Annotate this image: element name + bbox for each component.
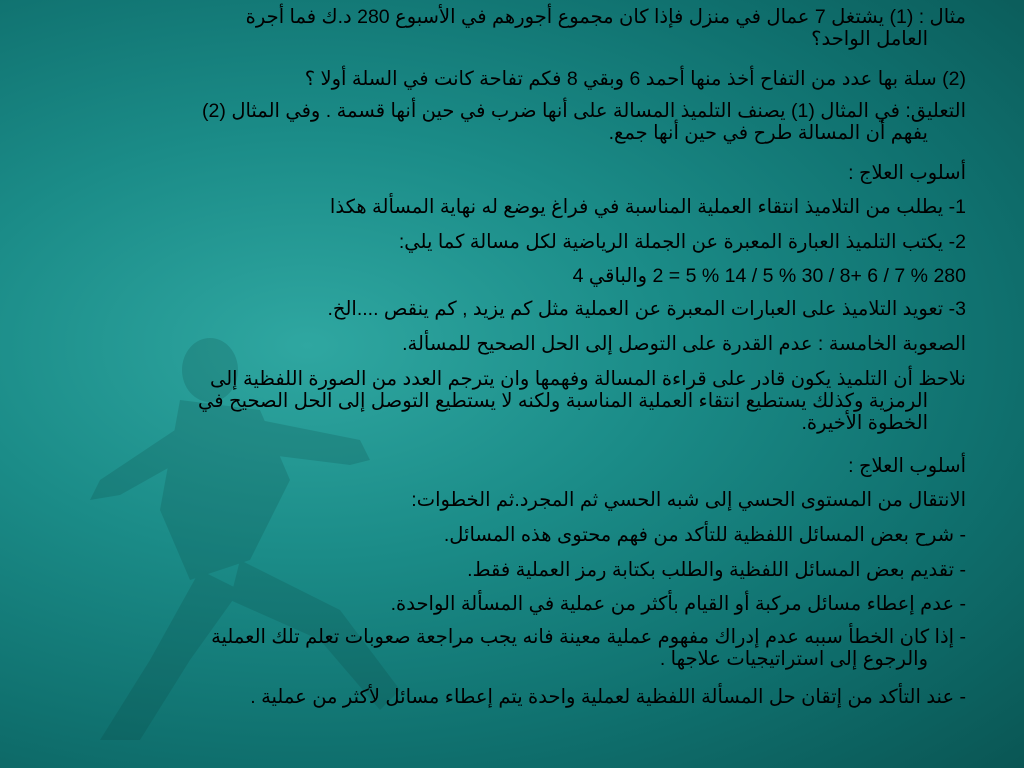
step-2-text: 2- يكتب التلميذ العبارة المعبرة عن الجملة الرياضية لكل مسالة كما يلي:	[398, 231, 966, 253]
transition-line	[411, 489, 966, 511]
example-1-paragraph	[246, 6, 966, 50]
example-2-line: (2) سلة بها عدد من التفاح أخذ منها أحمد 6 وبقي 8 فكم تفاحة كانت في السلة أولا ؟	[304, 68, 966, 90]
step-1-text: 1- يطلب من التلاميذ انتقاء العملية المناسبة في فراغ يوضع له نهاية المسألة هكذا	[329, 196, 966, 218]
math-expressions-line	[573, 265, 966, 287]
bullet-1-text: - شرح بعض المسائل اللفظية للتأكد من فهم محتوى هذه المسائل.	[443, 524, 966, 546]
step-3-text: 3- تعويد التلاميذ على العبارات المعبرة عن العملية مثل كم يزيد , كم ينقص ....الخ.	[327, 298, 966, 320]
comment-paragraph	[202, 100, 966, 144]
bullet-1	[444, 524, 966, 546]
bullet-5-text: - عند التأكد من إتقان حل المسألة اللفظية لعملية واحدة يتم إعطاء مسائل لأكثر من عملية .	[250, 686, 966, 708]
bullet-3	[391, 593, 966, 615]
step-3	[327, 298, 966, 320]
bullet-2-text: - تقديم بعض المسائل اللفظية والطلب بكتابة رمز العملية فقط.	[467, 559, 966, 581]
step-2	[399, 231, 966, 253]
treatment-heading-1-text: أسلوب العلاج :	[848, 162, 966, 184]
bullet-2	[467, 559, 966, 581]
observation-line-1: نلاحظ أن التلميذ يكون قادر على قراءة المسالة وفهمها وان يترجم العدد من الصورة اللفظية إلى	[209, 368, 966, 390]
observation-line-3: الخطوة الأخيرة.	[801, 412, 928, 434]
fifth-difficulty-text: الصعوبة الخامسة : عدم القدرة على التوصل إلى الحل الصحيح للمسألة.	[402, 333, 966, 355]
observation-line-2: الرمزية وكذلك يستطيع انتقاء العملية المناسبة ولكنه لا يستطيع التوصل إلى الحل الصحيح في	[197, 390, 928, 412]
example-1-line-2: العامل الواحد؟	[811, 28, 928, 50]
treatment-heading-2	[848, 455, 966, 477]
bullet-3-text: - عدم إعطاء مسائل مركبة أو القيام بأكثر من عملية في المسألة الواحدة.	[390, 593, 966, 615]
transition-text: الانتقال من المستوى الحسي إلى شبه الحسي ثم المجرد.ثم الخطوات:	[411, 489, 966, 511]
bullet-4-line-2: والرجوع إلى استراتيجيات علاجها .	[659, 648, 928, 670]
example-2-paragraph	[305, 68, 966, 90]
example-1-line-1: مثال : (1) يشتغل 7 عمال في منزل فإذا كان مجموع أجورهم في الأسبوع 280 د.ك فما أجرة	[245, 6, 966, 28]
comment-line-1: التعليق: في المثال (1) يصنف التلميذ المسالة على أنها ضرب في حين أنها قسمة . وفي المثال (2)	[202, 100, 966, 122]
treatment-heading-1	[848, 162, 966, 184]
math-expressions-text: 280 % 7 / 6 +8 / 30 % 5 / 14 % 5 = 2 والباقي 4	[572, 265, 966, 287]
bullet-5	[250, 686, 966, 708]
step-1	[330, 196, 966, 218]
observation-paragraph	[198, 368, 966, 434]
treatment-heading-2-text: أسلوب العلاج :	[848, 455, 966, 477]
bullet-4	[211, 626, 966, 670]
comment-line-2: يفهم أن المسالة طرح في حين أنها جمع.	[608, 122, 928, 144]
fifth-difficulty	[402, 333, 966, 355]
bullet-4-line-1: - إذا كان الخطأ سببه عدم إدراك مفهوم عملية معينة فانه يجب مراجعة صعوبات تعلم تلك العملية	[211, 626, 966, 648]
